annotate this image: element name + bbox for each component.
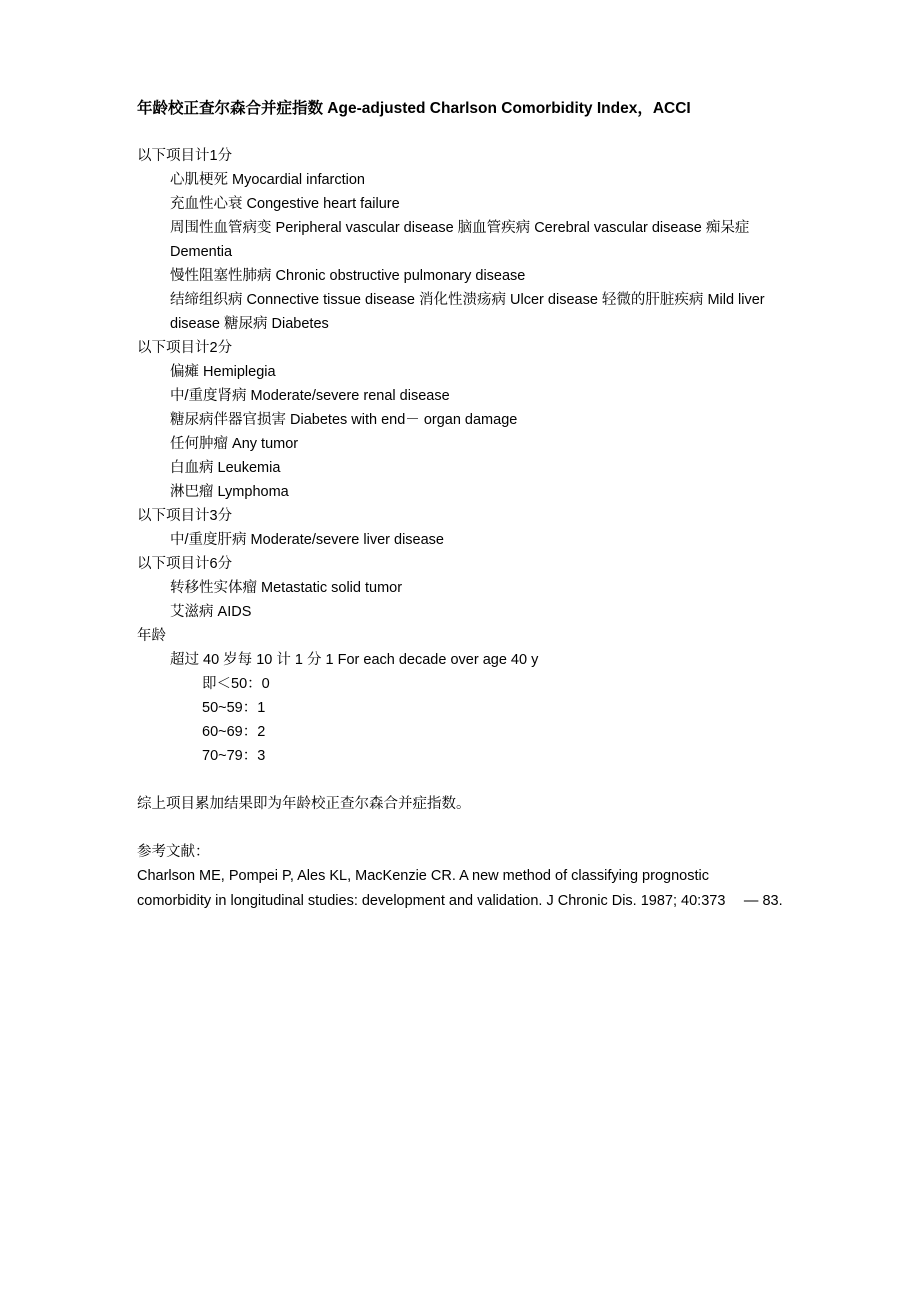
section-heading: 以下项目计3分 xyxy=(137,508,233,524)
section-heading: 以下项目计6分 xyxy=(137,556,233,572)
section-heading: 年龄 xyxy=(137,628,166,644)
list-item: 艾滋病 AIDS xyxy=(170,604,252,620)
section-1-point xyxy=(137,144,787,336)
spacer xyxy=(137,816,787,840)
age-rule: 超过 40 岁每 10 计 1 分 1 For each decade over age 40 y xyxy=(170,652,539,668)
document-page xyxy=(137,98,787,914)
section-3-points xyxy=(137,504,787,552)
list-item: 心肌梗死 Myocardial infarction xyxy=(170,172,365,188)
list-item: 转移性实体瘤 Metastatic solid tumor xyxy=(170,580,403,596)
summary-text: 综上项目累加结果即为年龄校正查尔森合并症指数。 xyxy=(137,796,471,812)
list-item: 充血性心衰 Congestive heart failure xyxy=(170,196,400,212)
list-item: 糖尿病伴器官损害 Diabetes with end－ organ damage xyxy=(170,412,518,428)
list-item: 慢性阻塞性肺病 Chronic obstructive pulmonary disease xyxy=(170,268,526,284)
list-item: 中/重度肝病 Moderate/severe liver disease xyxy=(170,532,444,548)
age-range: 50~59：1 xyxy=(202,700,266,716)
section-age xyxy=(137,624,787,768)
list-item: 结缔组织病 Connective tissue disease 消化性溃疡病 Ulcer disease 轻微的肝脏疾病 Mild liver disease 糖尿病 Diabetes xyxy=(170,292,765,332)
reference-citation: Charlson ME, Pompei P, Ales KL, MacKenzie CR. A new method of classifying prognostic comorbidity in longitudinal studies: development and validation. J Chronic Dis. 1987; 40:373 — 83. xyxy=(137,868,783,909)
age-range: 即＜50：0 xyxy=(202,676,270,692)
section-heading: 以下项目计2分 xyxy=(137,340,233,356)
document-title: 年龄校正查尔森合并症指数 Age-adjusted Charlson Comorbidity Index，ACCI xyxy=(137,100,691,117)
spacer xyxy=(137,768,787,792)
list-item: 任何肿瘤 Any tumor xyxy=(170,436,299,452)
list-item: 淋巴瘤 Lymphoma xyxy=(170,484,289,500)
list-item: 白血病 Leukemia xyxy=(170,460,281,476)
age-range: 60~69：2 xyxy=(202,724,266,740)
section-heading: 以下项目计1分 xyxy=(137,148,233,164)
list-item: 周围性血管病变 Peripheral vascular disease 脑血管疾病 Cerebral vascular disease 痴呆症 Dementia xyxy=(170,220,750,260)
list-item: 偏瘫 Hemiplegia xyxy=(170,364,276,380)
list-item: 中/重度肾病 Moderate/severe renal disease xyxy=(170,388,450,404)
section-6-points xyxy=(137,552,787,624)
age-range: 70~79：3 xyxy=(202,748,266,764)
references-heading: 参考文献： xyxy=(137,844,210,860)
section-2-points xyxy=(137,336,787,504)
